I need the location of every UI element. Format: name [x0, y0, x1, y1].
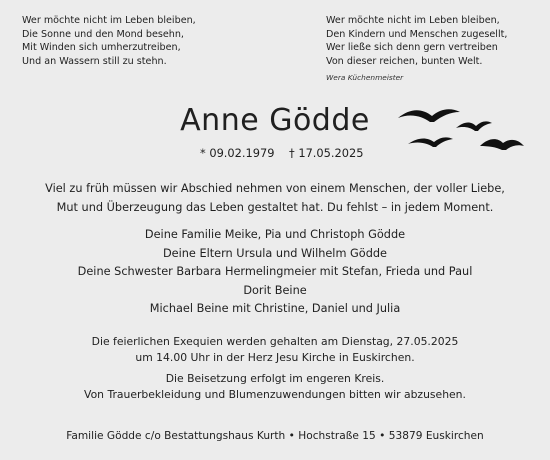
- poem-right: [326, 14, 507, 85]
- intro-text: [0, 180, 550, 217]
- intro-line: Viel zu früh müssen wir Abschied nehmen von einem Menschen, der voller Liebe,: [45, 182, 505, 195]
- service-info: [0, 334, 550, 366]
- family-line: Michael Beine mit Christine, Daniel und Julia: [149, 302, 401, 315]
- death-date: † 17.05.2025: [289, 146, 364, 160]
- family-list: [0, 226, 550, 319]
- poem-line: Und an Wassern still zu stehn.: [22, 55, 167, 67]
- poem-line: Von dieser reichen, bunten Welt.: [326, 55, 483, 67]
- poem-line: Wer möchte nicht im Leben bleiben,: [22, 15, 196, 26]
- burial-line: Die Beisetzung erfolgt im engeren Kreis.: [165, 372, 385, 385]
- birth-date: * 09.02.1979: [200, 146, 275, 160]
- family-line: Deine Familie Meike, Pia und Christoph Gödde: [144, 228, 406, 241]
- burial-line: Von Trauerbekleidung und Blumenzuwendungen bitten wir abzusehen.: [84, 388, 466, 401]
- poem-line: Wer ließe sich denn gern vertreiben: [326, 42, 498, 54]
- service-line: um 14.00 Uhr in der Herz Jesu Kirche in Euskirchen.: [135, 351, 415, 364]
- poem-line: Wer möchte nicht im Leben bleiben,: [326, 15, 500, 26]
- intro-line: Mut und Überzeugung das Leben gestaltet hat. Du fehlst – in jedem Moment.: [56, 200, 494, 214]
- poem-line: Mit Winden sich umherzutreiben,: [22, 42, 181, 54]
- poem-line: Den Kindern und Menschen zugesellt,: [326, 28, 508, 40]
- poem-author: Wera Küchenmeister: [326, 73, 404, 83]
- burial-info: [0, 371, 550, 403]
- poem-left: [22, 14, 196, 68]
- poem-line: Die Sonne und den Mond besehn,: [22, 28, 184, 40]
- family-line: Deine Schwester Barbara Hermelingmeier mit Stefan, Frieda und Paul: [77, 265, 473, 278]
- deceased-name: Anne Gödde: [180, 103, 370, 138]
- family-line: Deine Eltern Ursula und Wilhelm Gödde: [162, 246, 388, 260]
- family-line: Dorit Beine: [243, 283, 307, 297]
- flying-birds-icon: [396, 104, 526, 160]
- contact-footer: Familie Gödde c/o Bestattungshaus Kurth • Hochstraße 15 • 53879 Euskirchen: [66, 430, 484, 442]
- service-line: Die feierlichen Exequien werden gehalten am Dienstag, 27.05.2025: [91, 335, 459, 348]
